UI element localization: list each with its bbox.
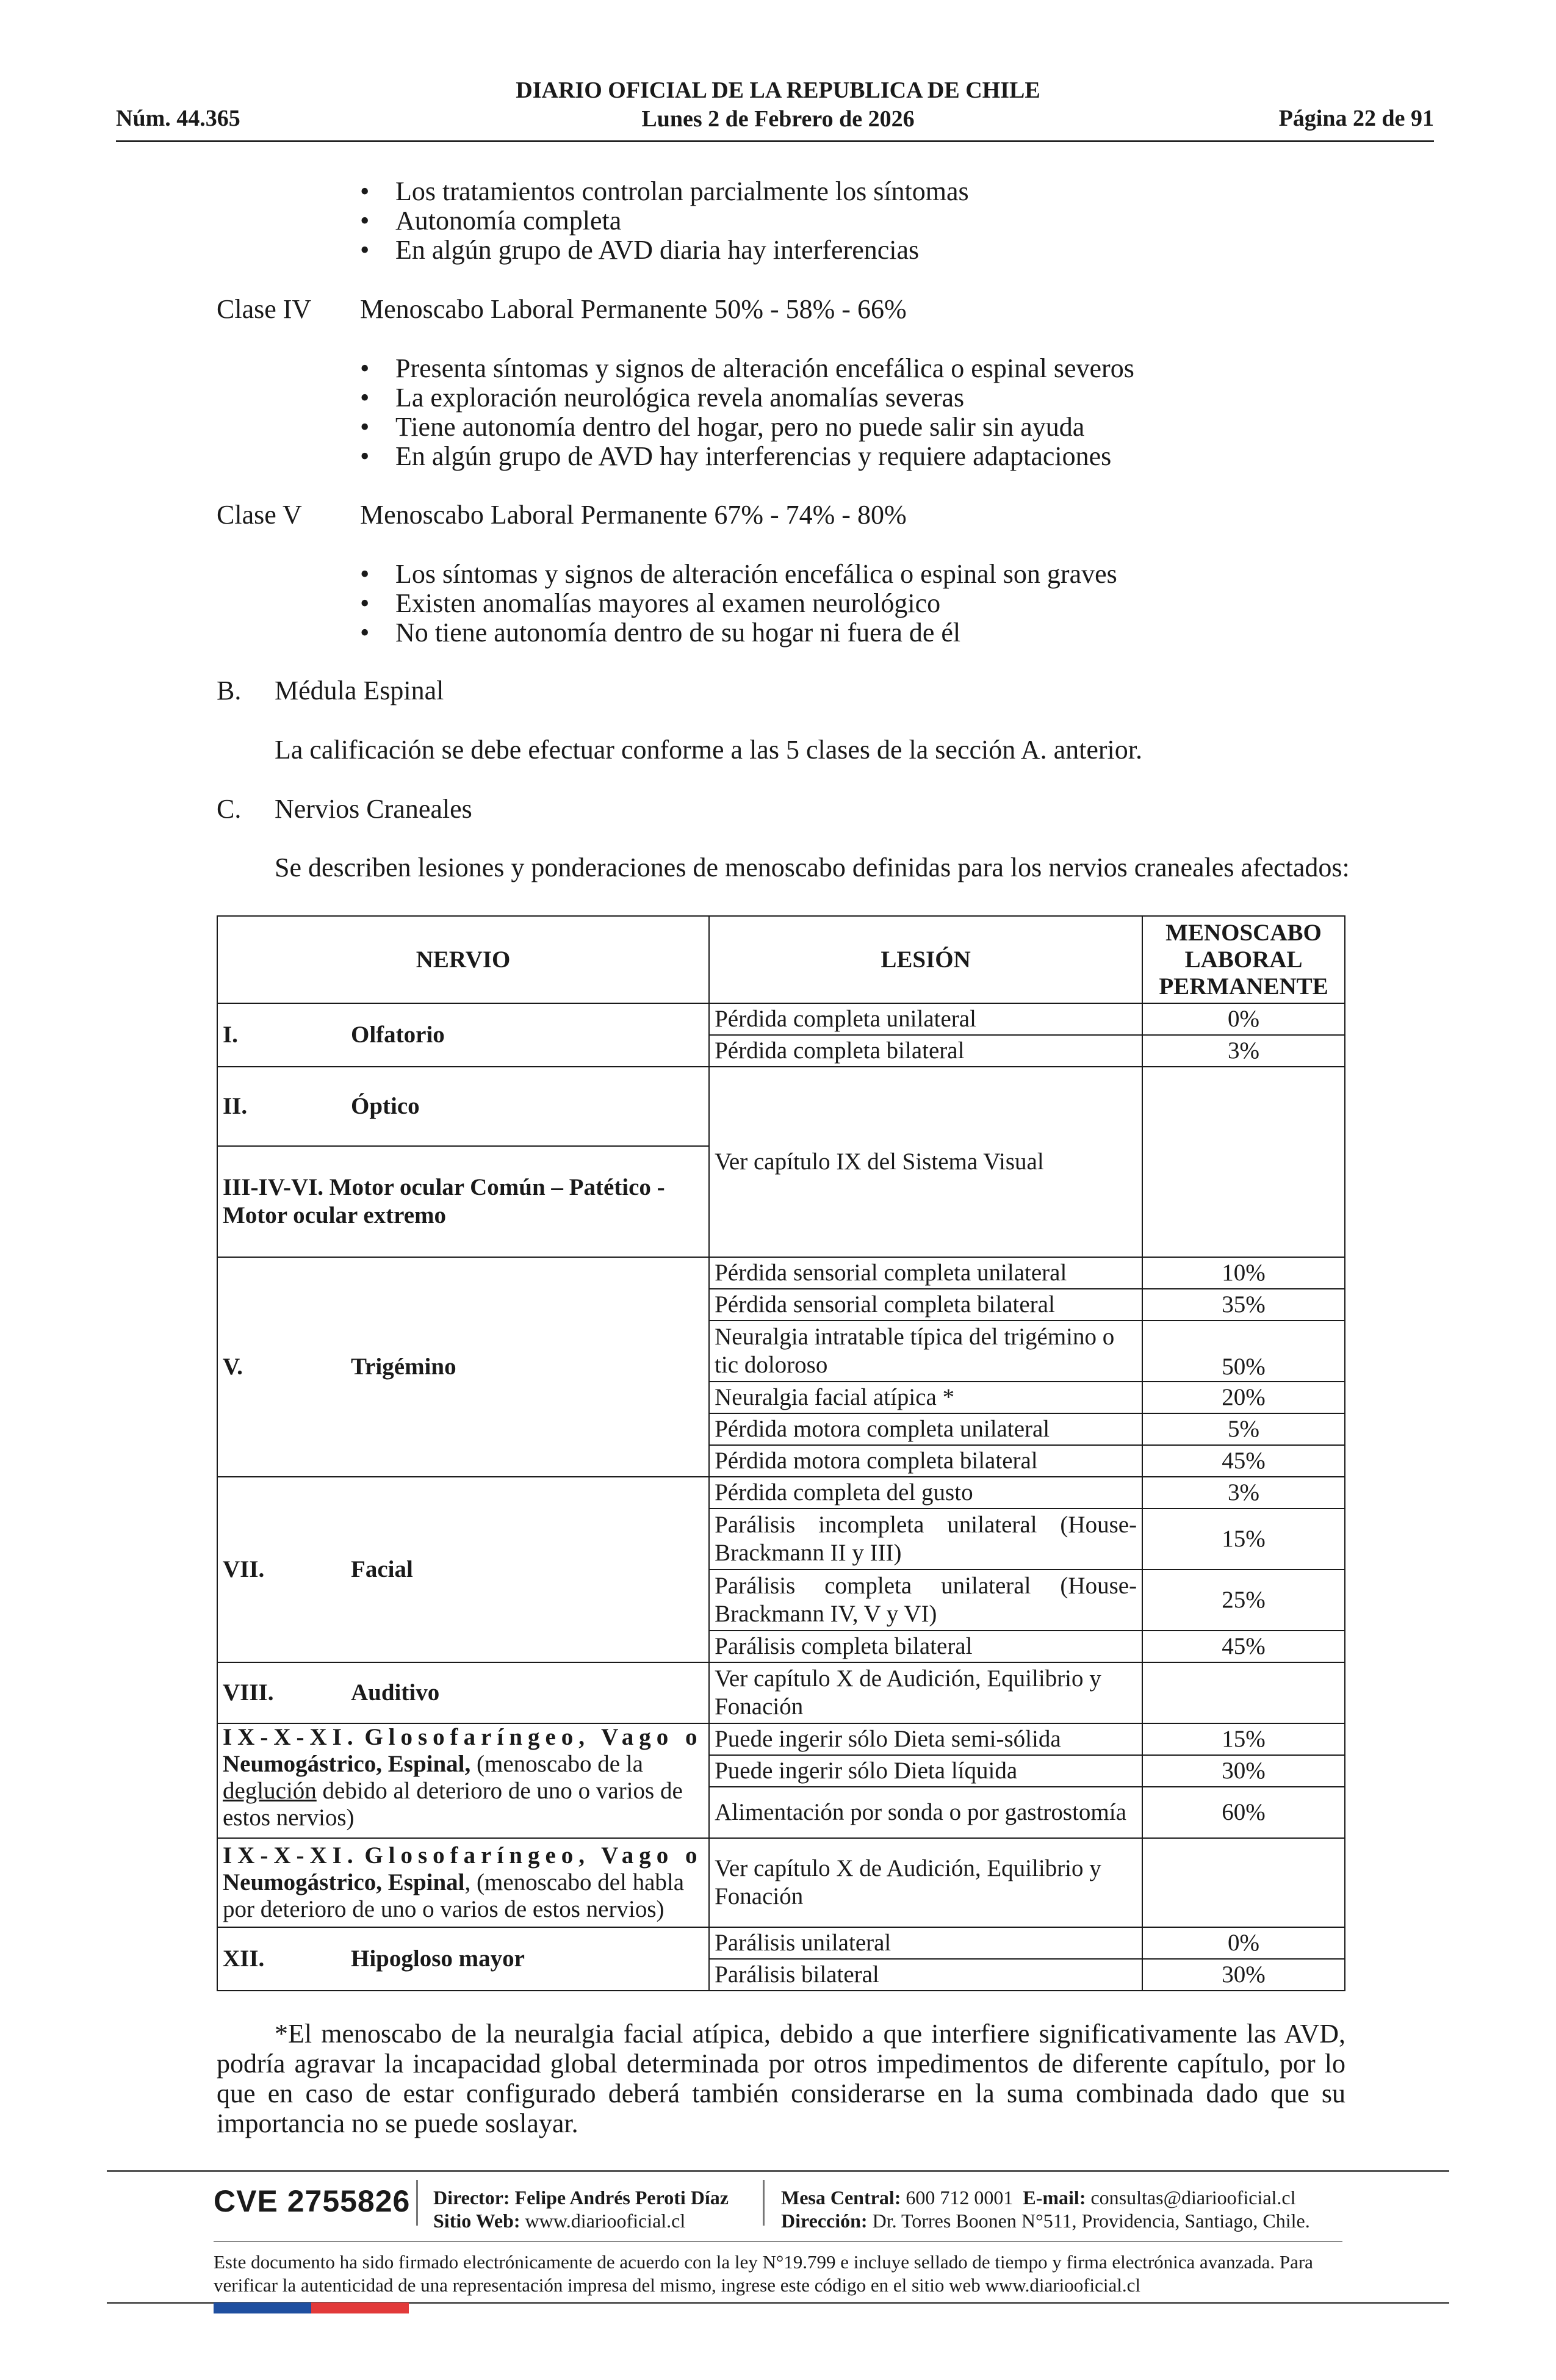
list-item: • En algún grupo de AVD hay interferencias y requiere adaptaciones (360, 442, 1134, 471)
pct-cell: 10% (1142, 1257, 1345, 1289)
lesion-cell: Parálisis incompleta unilateral (House-Brackmann II y III) (709, 1509, 1142, 1570)
lesion-cell: Ver capítulo IX del Sistema Visual (709, 1067, 1142, 1257)
nerve-number: VII. (223, 1556, 265, 1582)
pct-cell (1142, 1067, 1345, 1257)
nerve-name: Glosofaríngeo, Vago o (364, 1842, 703, 1869)
nerve-name-cont: Neumogástrico, Espinal, (223, 1751, 471, 1777)
site-link[interactable]: www.diariooficial.cl (525, 2210, 686, 2232)
nerve-number: IX-X-XI. (223, 1842, 359, 1869)
pct-cell: 20% (1142, 1382, 1345, 1413)
intro-bullet-list (360, 177, 969, 265)
nerve-name-cont: Neumogástrico, Espinal (223, 1869, 465, 1895)
nerve-number: VIII. (223, 1679, 274, 1706)
pct-cell: 35% (1142, 1289, 1345, 1321)
nerve-number: IX-X-XI. (223, 1724, 359, 1750)
site-label: Sitio Web: (433, 2210, 520, 2232)
pct-cell: 15% (1142, 1723, 1345, 1755)
lesion-cell: Parálisis unilateral (709, 1927, 1142, 1959)
nerve-name: Facial (351, 1556, 413, 1582)
list-item: • Autonomía completa (360, 206, 969, 236)
list-item: • La exploración neurológica revela anomalías severas (360, 383, 1134, 413)
lesion-cell: Parálisis bilateral (709, 1959, 1142, 1991)
section-b-title: Médula Espinal (275, 676, 444, 705)
nerve-optico (217, 1067, 709, 1146)
class-v-label: Clase V (217, 500, 302, 530)
nerve-number: V. (223, 1354, 243, 1380)
nerve-desc: debido al deterioro de uno o varios de estos nervios) (223, 1778, 683, 1831)
section-c-title: Nervios Craneales (275, 794, 472, 824)
nerve-number: I. (223, 1022, 238, 1048)
list-item: • En algún grupo de AVD diaria hay interferencias (360, 236, 969, 265)
nerve-desc-underlined: deglución (223, 1778, 317, 1804)
pct-cell: 0% (1142, 1927, 1345, 1959)
footer-director-block (433, 2186, 729, 2232)
nerve-hipogloso (217, 1927, 709, 1991)
lesion-cell: Pérdida completa unilateral (709, 1003, 1142, 1035)
pct-cell: 25% (1142, 1570, 1345, 1631)
footer-divider (214, 2241, 1342, 2242)
nerve-name: Auditivo (351, 1679, 440, 1706)
class-iv-label: Clase IV (217, 294, 312, 324)
header-lesion: LESIÓN (709, 916, 1142, 1003)
lesion-cell: Ver capítulo X de Audición, Equilibrio y Fonación (709, 1838, 1142, 1927)
footnote: *El menoscabo de la neuralgia facial atípica, debido a que interfiere significativamente las AVD, podría agravar la incapacidad global determinada por otros impedimentos de diferente capítulo, por lo que en caso de estar configurado deberá también considerarse en la suma combinada dado que su importancia no se puede soslayar. (217, 2019, 1345, 2138)
list-item: • Los síntomas y signos de alteración encefálica o espinal son graves (360, 560, 1117, 589)
legal-notice: Este documento ha sido firmado electrónicamente de acuerdo con la ley N°19.799 e incluye sellado de tiempo y firma electrónica avanzada. Para verificar la autenticidad de una representación impresa del mismo, ingrese este código en el sitio web www.diariooficial.cl (214, 2251, 1313, 2296)
issue-number: Núm. 44.365 (116, 106, 240, 131)
pct-cell (1142, 1662, 1345, 1723)
phone: 600 712 0001 (906, 2187, 1014, 2209)
lesion-cell: Pérdida motora completa unilateral (709, 1413, 1142, 1445)
director-name: Felipe Andrés Peroti Díaz (514, 2187, 729, 2209)
list-item: • Existen anomalías mayores al examen neurológico (360, 589, 1117, 618)
lesion-cell: Alimentación por sonda o por gastrostomía (709, 1787, 1142, 1838)
pct-cell: 30% (1142, 1959, 1345, 1991)
table-row (217, 1838, 1345, 1927)
table-header-row (217, 916, 1345, 1003)
pct-cell: 45% (1142, 1631, 1345, 1662)
nerve-number: XII. (223, 1945, 265, 1972)
address: Dr. Torres Boonen N°511, Providencia, Santiago, Chile. (872, 2210, 1310, 2232)
page-number: Página 22 de 91 (1278, 106, 1434, 131)
nerve-auditivo (217, 1662, 709, 1723)
table-row (217, 1477, 1345, 1509)
pct-cell: 45% (1142, 1445, 1345, 1477)
nerve-trigemino (217, 1257, 709, 1477)
cve-code: CVE 2755826 (214, 2184, 411, 2218)
phone-label: Mesa Central: (781, 2187, 901, 2209)
table-row (217, 1927, 1345, 1959)
lesion-cell: Pérdida sensorial completa unilateral (709, 1257, 1142, 1289)
nerve-name: Olfatorio (351, 1022, 445, 1048)
lesion-cell: Pérdida completa bilateral (709, 1035, 1142, 1067)
nerve-name: Glosofaríngeo, Vago o (364, 1724, 703, 1750)
pct-cell (1142, 1838, 1345, 1927)
table-row (217, 1662, 1345, 1723)
list-item: • Presenta síntomas y signos de alteración encefálica o espinal severos (360, 354, 1134, 383)
lesion-cell: Ver capítulo X de Audición, Equilibrio y Fonación (709, 1662, 1142, 1723)
section-c-text: Se describen lesiones y ponderaciones de menoscabo definidas para los nervios craneales afectados: (275, 853, 1350, 882)
section-b-text: La calificación se debe efectuar conforme a las 5 clases de la sección A. anterior. (275, 735, 1142, 765)
footer-contact-block (781, 2186, 1310, 2232)
list-item: • Los tratamientos controlan parcialmente los síntomas (360, 177, 969, 206)
nerve-desc: , (menoscabo del habla por deterioro de uno o varios de estos nervios) (223, 1869, 685, 1922)
table-row (217, 1067, 1345, 1146)
header-menoscabo: MENOSCABO LABORAL PERMANENTE (1142, 916, 1345, 1003)
class-v-title: Menoscabo Laboral Permanente 67% - 74% - 80% (360, 500, 907, 530)
lesion-cell: Puede ingerir sólo Dieta semi-sólida (709, 1723, 1142, 1755)
flag-stripe-blue (214, 2302, 311, 2313)
lesion-cell: Neuralgia intratable típica del trigémino o tic doloroso (709, 1321, 1142, 1382)
section-b-letter: B. (217, 676, 242, 705)
publication-date: Lunes 2 de Febrero de 2026 (641, 106, 915, 132)
header-divider (116, 140, 1434, 142)
pct-cell: 3% (1142, 1477, 1345, 1509)
publication-title: DIARIO OFICIAL DE LA REPUBLICA DE CHILE (516, 78, 1040, 103)
class-v-bullet-list (360, 560, 1117, 647)
address-label: Dirección: (781, 2210, 868, 2232)
header-nervio: NERVIO (217, 916, 709, 1003)
nerve-desc: (menoscabo de la (470, 1751, 643, 1777)
nerve-name: Óptico (351, 1093, 420, 1119)
lesion-cell: Puede ingerir sólo Dieta líquida (709, 1755, 1142, 1787)
class-iv-title: Menoscabo Laboral Permanente 50% - 58% - 66% (360, 294, 907, 324)
pct-cell: 60% (1142, 1787, 1345, 1838)
list-item: • No tiene autonomía dentro de su hogar ni fuera de él (360, 618, 1117, 647)
table-row (217, 1257, 1345, 1289)
nerve-facial (217, 1477, 709, 1662)
director-label: Director: (433, 2187, 510, 2209)
lesion-cell: Pérdida motora completa bilateral (709, 1445, 1142, 1477)
nerve-olfatorio (217, 1003, 709, 1067)
nerve-name: Hipogloso mayor (351, 1945, 525, 1972)
section-c-letter: C. (217, 794, 242, 824)
pct-cell: 30% (1142, 1755, 1345, 1787)
pct-cell: 50% (1142, 1321, 1345, 1382)
flag-stripe-red (311, 2302, 409, 2313)
footer-separator (763, 2180, 765, 2226)
table-row (217, 1003, 1345, 1035)
email-label: E-mail: (1023, 2187, 1086, 2209)
list-item: • Tiene autonomía dentro del hogar, pero no puede salir sin ayuda (360, 413, 1134, 442)
class-iv-bullet-list (360, 354, 1134, 471)
footer-separator (416, 2180, 418, 2226)
lesion-cell: Parálisis completa unilateral (House-Brackmann IV, V y VI) (709, 1570, 1142, 1631)
nerve-motor-ocular: III-IV-VI. Motor ocular Común – Patético - Motor ocular extremo (217, 1146, 709, 1257)
nerve-number: II. (223, 1093, 248, 1119)
nerve-glosofaringeo-habla (217, 1838, 709, 1927)
lesion-cell: Parálisis completa bilateral (709, 1631, 1142, 1662)
lesion-cell: Pérdida completa del gusto (709, 1477, 1142, 1509)
nerve-name: Trigémino (351, 1354, 456, 1380)
footer-divider (107, 2170, 1449, 2172)
nerve-glosofaringeo-deglucion (217, 1723, 709, 1838)
pct-cell: 15% (1142, 1509, 1345, 1570)
lesion-cell: Pérdida sensorial completa bilateral (709, 1289, 1142, 1321)
pct-cell: 0% (1142, 1003, 1345, 1035)
email-link[interactable]: consultas@diariooficial.cl (1090, 2187, 1296, 2209)
lesion-cell: Neuralgia facial atípica * (709, 1382, 1142, 1413)
pct-cell: 3% (1142, 1035, 1345, 1067)
pct-cell: 5% (1142, 1413, 1345, 1445)
table-row (217, 1723, 1345, 1755)
cranial-nerves-table (217, 915, 1345, 1991)
